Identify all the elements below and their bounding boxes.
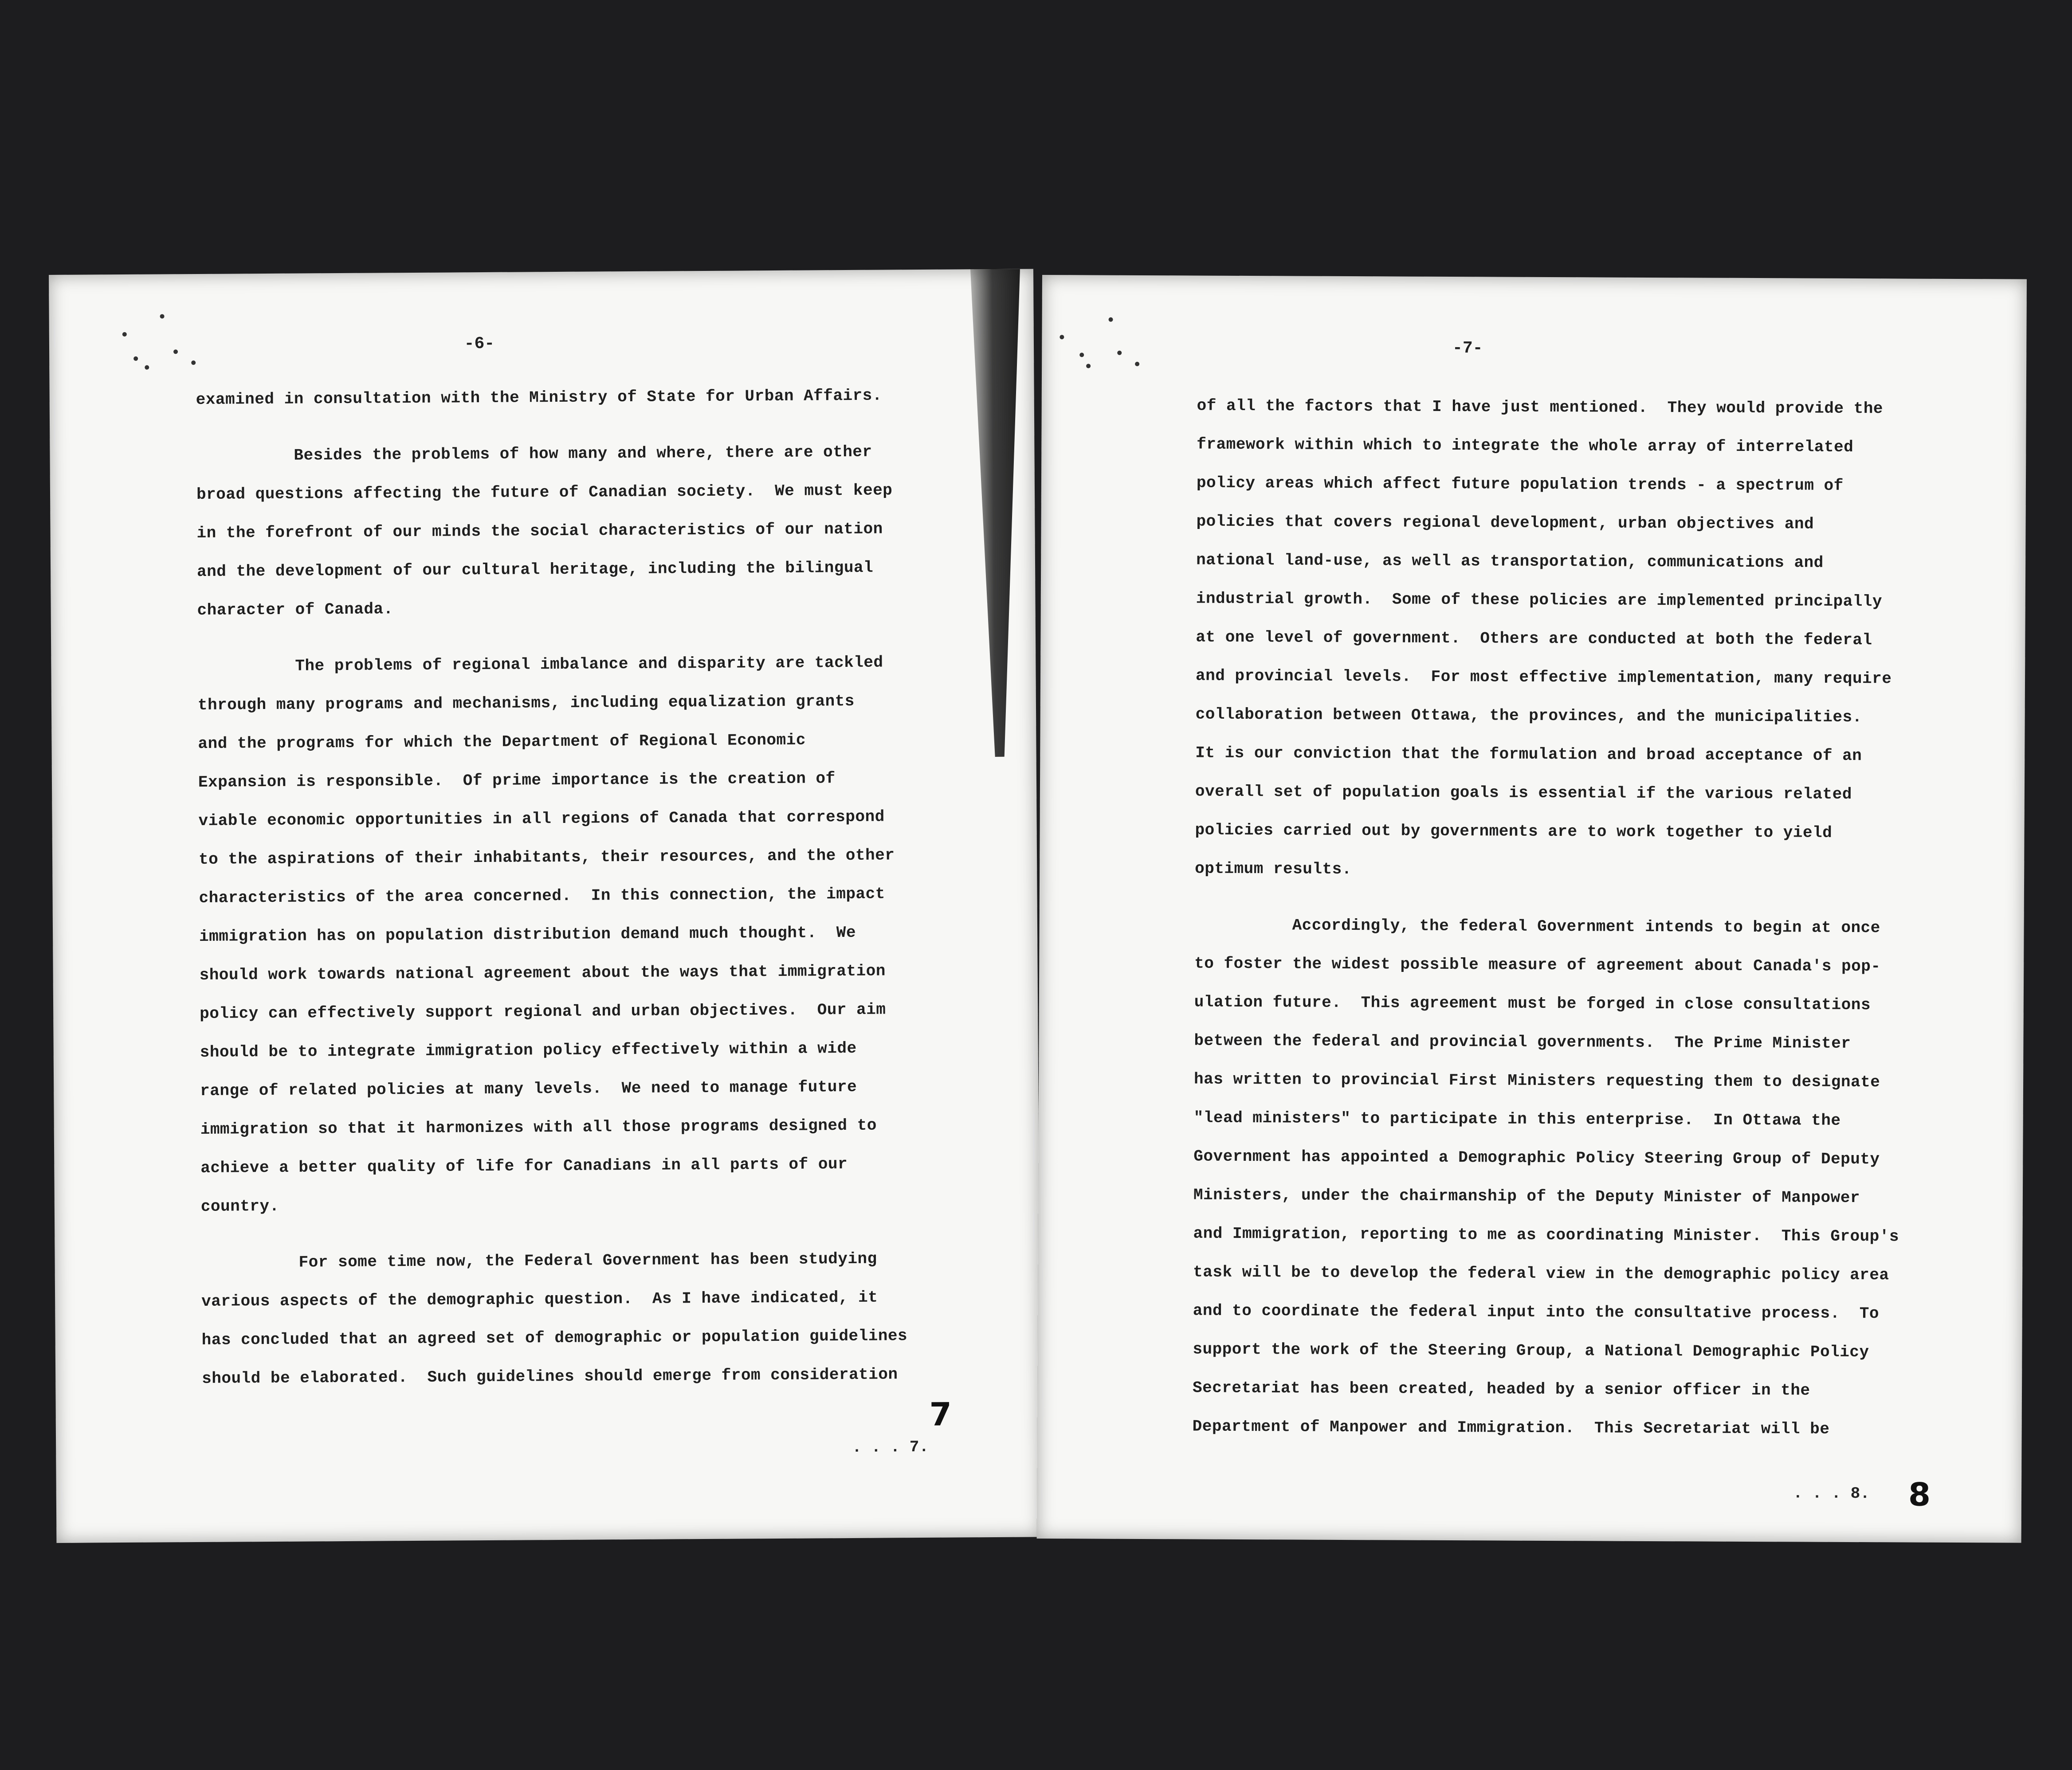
text-line: task will be to develop the federal view in the demographic policy area (1193, 1263, 1889, 1284)
text-line: to the aspirations of their inhabitants, their resources, and the other (198, 846, 895, 869)
text-line: industrial growth. Some of these policies are implemented principally (1196, 589, 1883, 611)
text-line: policy can effectively support regional and urban objectives. Our aim (200, 1000, 886, 1023)
punch-hole-mark (1086, 364, 1091, 368)
continuation-marker: . . . 7. (852, 1437, 929, 1457)
text-line: and provincial levels. For most effective implementation, many require (1195, 666, 1892, 688)
text-line: country. (200, 1197, 279, 1216)
text-line: has concluded that an agreed set of demographic or population guidelines (201, 1327, 908, 1349)
text-line: immigration so that it harmonizes with all those programs designed to (200, 1116, 877, 1139)
left-page (49, 269, 1041, 1543)
text-line: national land-use, as well as transportation, communications and (1196, 551, 1824, 572)
text-line: in the forefront of our minds the social characteristics of our nation (196, 520, 883, 542)
text-line: "lead ministers" to participate in this enterprise. In Ottawa the (1193, 1108, 1841, 1130)
text-line: and Immigration, reporting to me as coordinating Minister. This Group's (1193, 1224, 1899, 1246)
text-line: should be elaborated. Such guidelines should emerge from consideration (202, 1365, 898, 1388)
text-line: viable economic opportunities in all regions of Canada that correspond (198, 807, 885, 830)
text-line: achieve a better quality of life for Canadians in all parts of our (200, 1155, 848, 1177)
text-line: characteristics of the area concerned. In this connection, the impact (199, 885, 885, 907)
punch-hole-mark (1135, 362, 1139, 366)
text-line: policy areas which affect future population trends - a spectrum of (1196, 474, 1844, 495)
punch-hole-mark (145, 365, 149, 370)
text-line: immigration has on population distribution demand much thought. We (199, 923, 856, 946)
text-line: has written to provincial First Ministers requesting them to designate (1193, 1070, 1880, 1092)
text-line: It is our conviction that the formulation and broad acceptance of an (1195, 744, 1862, 765)
text-line: at one level of government. Others are conducted at both the federal (1196, 628, 1872, 650)
folio-number: 7 (929, 1395, 952, 1433)
text-line: range of related policies at many levels. We need to manage future (200, 1077, 857, 1100)
page-body-text (1192, 387, 1950, 1449)
text-line: and the programs for which the Department of Regional Economic (198, 731, 806, 753)
punch-hole-mark (133, 356, 138, 361)
continuation-marker: . . . 8. (1793, 1484, 1870, 1503)
text-line: and the development of our cultural heritage, including the bilingual (196, 558, 874, 581)
text-line: should work towards national agreement about the ways that immigration (199, 962, 886, 984)
text-line: optimum results. (1195, 859, 1352, 879)
text-line: collaboration between Ottawa, the provinces, and the municipalities. (1195, 705, 1862, 727)
punch-hole-mark (122, 332, 127, 337)
text-line: framework within which to integrate the whole array of interrelated (1197, 435, 1854, 456)
text-line: Government has appointed a Demographic Policy Steering Group of Deputy (1193, 1147, 1880, 1169)
text-line: ulation future. This agreement must be forged in close consultations (1194, 993, 1871, 1014)
text-line: Besides the problems of how many and where, there are other (294, 442, 872, 465)
text-line: examined in consultation with the Ministry of State for Urban Affairs. (196, 386, 883, 409)
text-line: to foster the widest possible measure of agreement about Canada's pop- (1194, 954, 1881, 976)
text-line: Secretariat has been created, headed by a senior officer in the (1192, 1378, 1810, 1400)
text-line: Department of Manpower and Immigration. This Secretariat will be (1192, 1417, 1830, 1438)
text-line: For some time now, the Federal Government has been studying (298, 1249, 877, 1272)
text-line: various aspects of the demographic question. As I have indicated, it (201, 1288, 878, 1311)
folio-number: 8 (1908, 1476, 1931, 1513)
text-line: and to coordinate the federal input into the consultative process. To (1193, 1301, 1880, 1323)
text-line: should be to integrate immigration policy effectively within a wide (200, 1039, 857, 1061)
punch-hole-mark (160, 314, 165, 318)
text-line: character of Canada. (197, 600, 393, 619)
punch-hole-mark (191, 360, 196, 365)
text-line: through many programs and mechanisms, including equalization grants (197, 692, 855, 714)
text-line: of all the factors that I have just mentioned. They would provide the (1197, 396, 1884, 418)
text-line: between the federal and provincial governments. The Prime Minister (1194, 1031, 1851, 1053)
page-number-header: -7- (1452, 339, 1483, 358)
text-line: policies carried out by governments are to work together to yield (1195, 821, 1833, 842)
text-line: Ministers, under the chairmanship of the Deputy Minister of Manpower (1193, 1186, 1860, 1207)
punch-hole-mark (1109, 317, 1113, 322)
text-line: The problems of regional imbalance and disparity are tackled (295, 653, 883, 675)
page-number-header: -6- (464, 334, 495, 354)
text-line: overall set of population goals is essential if the various related (1195, 782, 1852, 803)
text-line: support the work of the Steering Group, a National Demographic Policy (1193, 1340, 1869, 1362)
right-page (1037, 275, 2027, 1543)
text-line: policies that covers regional development, urban objectives and (1196, 512, 1814, 533)
text-line: broad questions affecting the future of Canadian society. We must keep (196, 481, 893, 504)
text-line: Accordingly, the federal Government intends to begin at once (1292, 916, 1880, 937)
text-line: Expansion is responsible. Of prime importance is the creation of (198, 769, 836, 791)
page-body-text (196, 376, 956, 1398)
